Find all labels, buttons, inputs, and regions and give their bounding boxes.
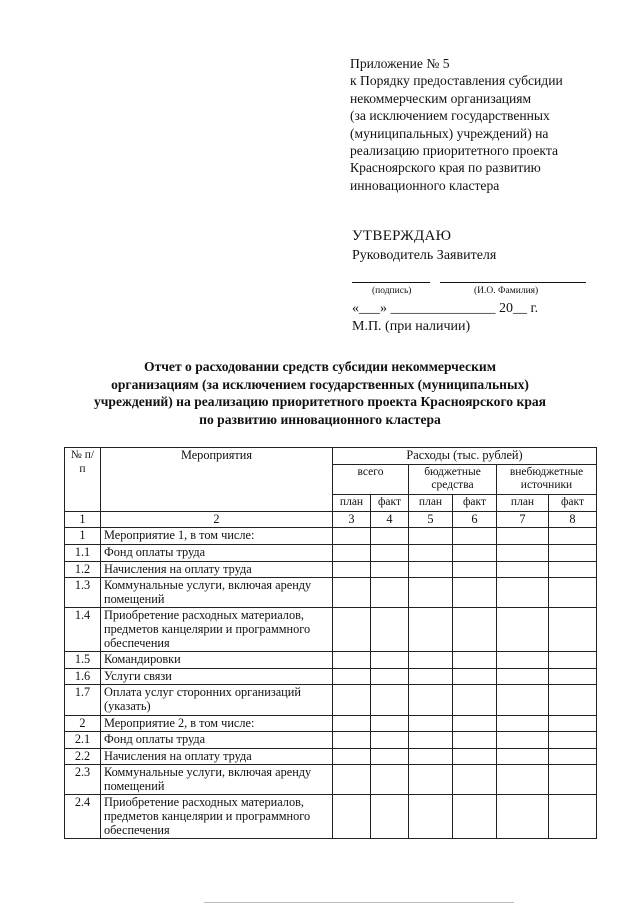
expense-cell[interactable] [549,561,597,578]
expense-cell[interactable] [371,715,409,732]
header-group-budget: бюджетные средства [409,464,497,494]
report-title [40,358,600,428]
expense-cell[interactable] [497,765,549,795]
expense-cell[interactable] [371,732,409,749]
expense-cell[interactable] [371,652,409,669]
expense-table [64,447,597,839]
expense-cell[interactable] [549,765,597,795]
expense-cell[interactable] [453,765,497,795]
signature-lines [352,264,612,286]
header-sub: факт [453,494,497,511]
row-event-name: Оплата услуг сторонних организаций (указать) [101,685,333,715]
row-event-name: Мероприятие 2, в том числе: [101,715,333,732]
table-row [65,732,597,749]
expense-cell[interactable] [549,668,597,685]
expense-cell[interactable] [453,528,497,545]
expense-cell[interactable] [549,715,597,732]
row-number: 1.7 [65,685,101,715]
expense-cell[interactable] [549,578,597,608]
expense-cell[interactable] [497,748,549,765]
row-event-name: Командировки [101,652,333,669]
approval-title: УТВЕРЖДАЮ [352,228,452,244]
row-event-name: Приобретение расходных материалов, предметов канцелярии и программного обеспечения [101,795,333,839]
expense-cell[interactable] [549,732,597,749]
approval-head: Руководитель Заявителя [352,248,497,263]
expense-cell[interactable] [371,608,409,652]
row-event-name: Мероприятие 1, в том числе: [101,528,333,545]
expense-cell[interactable] [371,561,409,578]
header-sub: план [409,494,453,511]
expense-cell[interactable] [333,561,371,578]
expense-cell[interactable] [333,668,371,685]
expense-cell[interactable] [371,668,409,685]
expense-cell[interactable] [453,748,497,765]
expense-cell[interactable] [333,544,371,561]
row-number: 1.2 [65,561,101,578]
expense-cell[interactable] [549,528,597,545]
expense-cell[interactable] [497,652,549,669]
header-sub: план [497,494,549,511]
row-number: 1 [65,528,101,545]
expense-cell[interactable] [409,608,453,652]
signature-caption: (подпись) [372,286,412,296]
report-title-line: организациям (за исключением государственных (муниципальных) [111,376,529,392]
appendix-line: реализацию приоритетного проекта [350,143,558,159]
expense-cell[interactable] [497,561,549,578]
table-row [65,715,597,732]
table-row [65,578,597,608]
row-number: 1.3 [65,578,101,608]
expense-cell[interactable] [333,732,371,749]
expense-cell[interactable] [497,685,549,715]
expense-cell[interactable] [549,795,597,839]
appendix-line: (за исключением государственных [350,108,550,124]
header-expenses: Расходы (тыс. рублей) [333,448,597,465]
expense-cell[interactable] [453,561,497,578]
expense-cell[interactable] [549,685,597,715]
expense-cell[interactable] [497,795,549,839]
table-row [65,765,597,795]
page-bottom-rule [204,902,514,903]
index-cell: 3 [333,511,371,528]
expense-cell[interactable] [333,748,371,765]
table-row [65,685,597,715]
expense-cell[interactable] [409,685,453,715]
expense-cell[interactable] [549,748,597,765]
expense-cell[interactable] [409,561,453,578]
expense-cell[interactable] [453,795,497,839]
table-row [65,608,597,652]
stamp-note: М.П. (при наличии) [352,319,471,334]
index-cell: 7 [497,511,549,528]
header-group-extrabudget: внебюджетные источники [497,464,597,494]
table-row [65,652,597,669]
expense-cell[interactable] [371,528,409,545]
expense-cell[interactable] [371,544,409,561]
expense-cell[interactable] [409,668,453,685]
expense-cell[interactable] [497,608,549,652]
table-row [65,668,597,685]
expense-cell[interactable] [409,652,453,669]
expense-cell[interactable] [497,544,549,561]
expense-cell[interactable] [497,715,549,732]
index-cell: 4 [371,511,409,528]
expense-cell[interactable] [549,544,597,561]
expense-cell[interactable] [453,652,497,669]
header-group-total: всего [333,464,409,494]
report-title-line: учреждений) на реализацию приоритетного проекта Красноярского края [93,394,547,410]
expense-cell[interactable] [409,715,453,732]
expense-cell[interactable] [409,544,453,561]
row-event-name: Коммунальные услуги, включая аренду помещений [101,765,333,795]
expense-cell[interactable] [453,578,497,608]
expense-cell[interactable] [497,668,549,685]
row-number: 2 [65,715,101,732]
expense-cell[interactable] [409,578,453,608]
expense-cell[interactable] [453,732,497,749]
date-line: «___» _______________ 20__ г. [352,301,539,316]
expense-cell[interactable] [453,668,497,685]
header-events: Мероприятия [101,448,333,512]
name-caption: (И.О. Фамилия) [474,286,539,296]
row-number: 1.5 [65,652,101,669]
expense-cell[interactable] [333,765,371,795]
appendix-line: Красноярского края по развитию [350,160,541,176]
appendix-line: некоммерческим организациям [350,90,532,106]
index-cell: 5 [409,511,453,528]
expense-cell[interactable] [453,608,497,652]
index-cell: 6 [453,511,497,528]
row-number: 2.2 [65,748,101,765]
expense-cell[interactable] [409,765,453,795]
expense-cell[interactable] [453,685,497,715]
expense-cell[interactable] [371,795,409,839]
index-cell: 8 [549,511,597,528]
row-number: 1.6 [65,668,101,685]
expense-cell[interactable] [497,528,549,545]
header-number: № п/п [65,448,101,512]
expense-cell[interactable] [453,715,497,732]
expense-cell[interactable] [333,652,371,669]
index-row [65,511,597,528]
expense-cell[interactable] [333,528,371,545]
approval-block [352,228,612,335]
appendix-line: к Порядку предоставления субсидии [350,73,563,89]
signature-line [352,282,430,283]
table-row [65,795,597,839]
expense-cell[interactable] [409,528,453,545]
row-number: 2.4 [65,795,101,839]
row-number: 1.1 [65,544,101,561]
appendix-block [350,55,620,194]
row-number: 2.1 [65,732,101,749]
index-cell: 2 [101,511,333,528]
appendix-line: (муниципальных) учреждений) на [350,125,549,141]
row-number: 1.4 [65,608,101,652]
header-sub: факт [371,494,409,511]
expense-cell[interactable] [497,732,549,749]
appendix-line: инновационного кластера [350,177,500,193]
row-event-name: Коммунальные услуги, включая аренду помещений [101,578,333,608]
expense-cell[interactable] [549,608,597,652]
signature-captions [352,286,612,300]
row-event-name: Приобретение расходных материалов, предметов канцелярии и программного обеспечения [101,608,333,652]
expense-cell[interactable] [371,765,409,795]
row-event-name: Начисления на оплату труда [101,561,333,578]
expense-cell[interactable] [453,544,497,561]
expense-cell[interactable] [409,748,453,765]
table-row [65,561,597,578]
row-event-name: Фонд оплаты труда [101,544,333,561]
expense-cell[interactable] [333,715,371,732]
expense-cell[interactable] [409,732,453,749]
table-row [65,544,597,561]
row-event-name: Начисления на оплату труда [101,748,333,765]
row-event-name: Услуги связи [101,668,333,685]
header-sub: план [333,494,371,511]
expense-cell[interactable] [497,578,549,608]
expense-cell[interactable] [333,685,371,715]
report-title-line: по развитию инновационного кластера [199,411,441,427]
row-number: 2.3 [65,765,101,795]
table-row [65,528,597,545]
expense-cell[interactable] [549,652,597,669]
table-row [65,748,597,765]
expense-cell[interactable] [409,795,453,839]
expense-cell[interactable] [371,578,409,608]
expense-cell[interactable] [371,685,409,715]
report-title-line: Отчет о расходовании средств субсидии некоммерческим [144,359,496,374]
appendix-line: Приложение № 5 [350,56,450,71]
expense-cell[interactable] [333,795,371,839]
expense-cell[interactable] [333,578,371,608]
index-cell: 1 [65,511,101,528]
expense-cell[interactable] [371,748,409,765]
name-line [440,282,586,283]
expense-cell[interactable] [333,608,371,652]
row-event-name: Фонд оплаты труда [101,732,333,749]
header-sub: факт [549,494,597,511]
